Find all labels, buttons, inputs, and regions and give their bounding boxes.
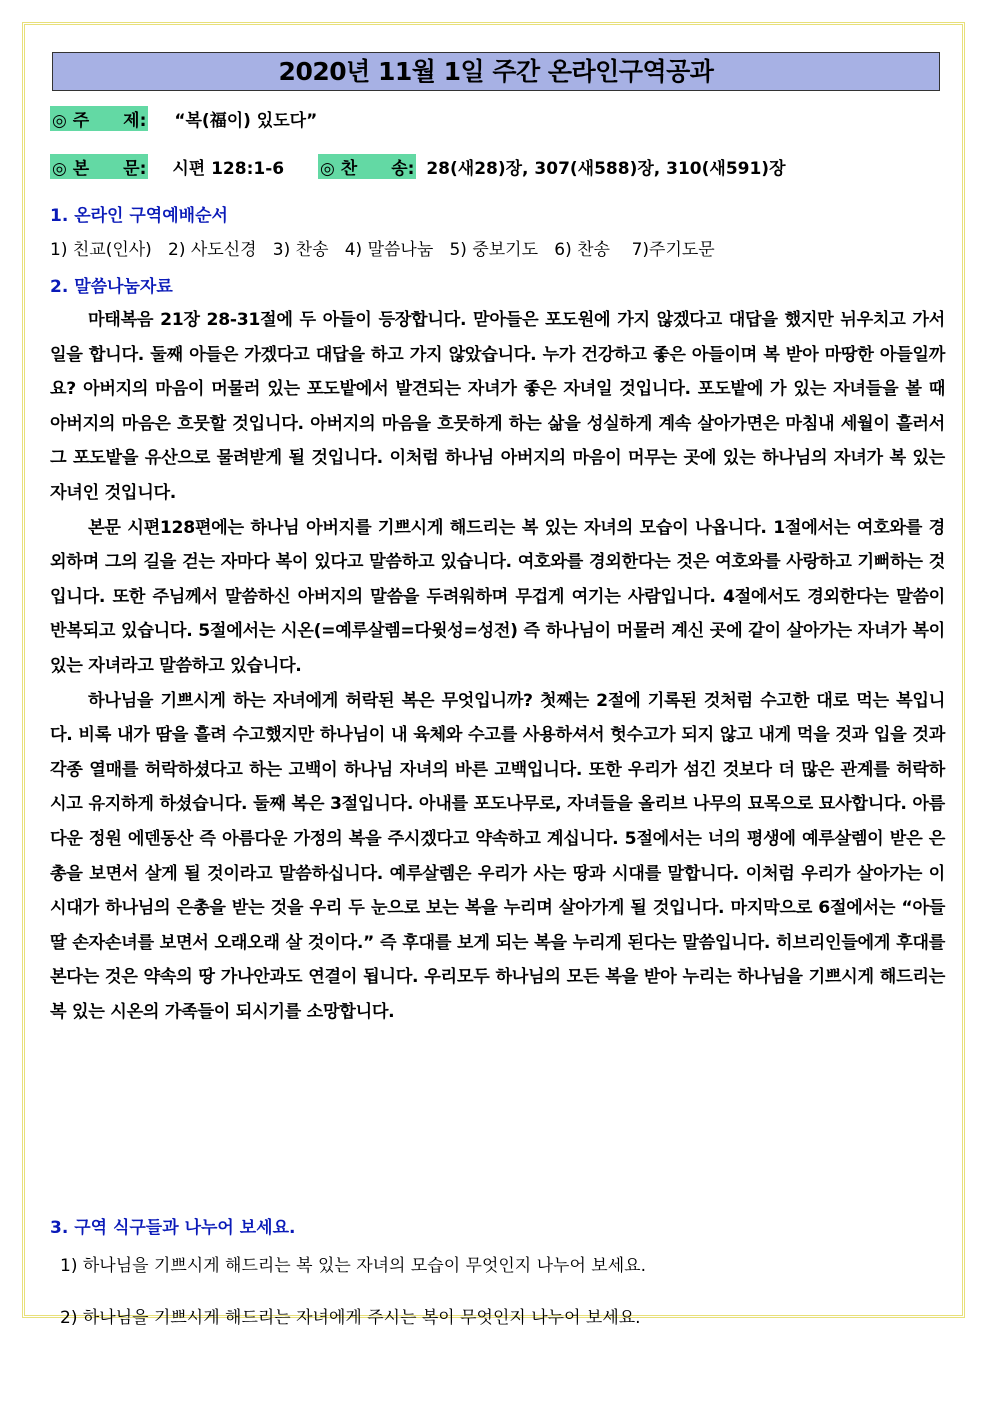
worship-order-item: 5) 중보기도	[449, 240, 539, 260]
scripture-value: 시편 128:1-6	[172, 159, 285, 179]
sermon-text	[50, 303, 945, 1029]
worship-order-list	[50, 235, 715, 260]
scripture-hymn-row	[50, 154, 786, 179]
sermon-paragraph: 하나님을 기쁘시게 하는 자녀에게 허락된 복은 무엇입니까? 첫째는 2절에 기록된 것처럼 수고한 대로 먹는 복입니다. 비록 내가 땀을 흘려 수고했지만 하나님이 내 육체와 수고를 사용하셔서 헛수고가 되지 않고 내게 먹을 것과 입을 것과 각종 열매를 허락하셨다고 하는 고백이 하나님 자녀의 바른 고백입니다. 또한 우리가 섬긴 것보다 더 많은 관계를 허락하시고 유지하게 하셨습니다. 둘째 복은 3절입니다. 아내를 포도나무로, 자녀들을 올리브 나무의 묘목으로 묘사합니다. 아름다운 정원 에덴동산 즉 아름다운 가정의 복을 주시겠다고 약속하고 계십니다. 5절에서는 너의 평생에 예루살렘이 받은 은총을 보면서 살게 될 것이라고 말씀하십니다. 예루살렘은 우리가 사는 땅과 시대를 말합니다. 이처럼 우리가 살아가는 이 시대가 하나님의 은총을 받는 것을 우리 두 눈으로 보는 복을 누리며 살아가게 될 것입니다. 마지막으로 6절에서는 “아들딸 손자손녀를 보면서 오래오래 살 것이다.” 즉 후대를 보게 되는 복을 누리게 된다는 말씀입니다. 히브리인들에게 후대를 본다는 것은 약속의 땅 가나안과도 연결이 됩니다. 우리모두 하나님의 모든 복을 받아 누리는 하나님을 기쁘시게 해드리는 복 있는 시온의 가족들이 되시기를 소망합니다.	[50, 690, 945, 1022]
discussion-question: 2) 하나님을 기쁘시게 해드리는 자녀에게 주시는 복이 무엇인지 나누어 보세요.	[60, 1308, 641, 1328]
section2-heading: 2. 말씀나눔자료	[50, 277, 173, 297]
worship-order-item: 4) 말씀나눔	[344, 240, 434, 260]
worship-order-item: 6) 찬송	[554, 240, 610, 260]
worship-order-item: 7)주기도문	[631, 240, 715, 260]
section1-heading: 1. 온라인 구역예배순서	[50, 206, 228, 226]
scripture-label: ◎ 본 문:	[50, 154, 148, 179]
sermon-paragraph: 본문 시편128편에는 하나님 아버지를 기쁘시게 해드리는 복 있는 자녀의 모습이 나옵니다. 1절에서는 여호와를 경외하며 그의 길을 걷는 자마다 복이 있다고 말씀하고 있습니다. 여호와를 경외한다는 것은 여호와를 사랑하고 기뻐하는 것입니다. 또한 주님께서 말씀하신 아버지의 말씀을 두려워하며 무겁게 여기는 사람입니다. 4절에서도 경외한다는 말씀이 반복되고 있습니다. 5절에서는 시온(=예루살렘=다윗성=성전) 즉 하나님이 머물러 계신 곳에 같이 살아가는 자녀가 복이 있는 자녀라고 말씀하고 있습니다.	[50, 517, 945, 676]
discussion-question: 1) 하나님을 기쁘시게 해드리는 복 있는 자녀의 모습이 무엇인지 나누어 보세요.	[60, 1256, 646, 1276]
worship-order-item: 2) 사도신경	[168, 240, 257, 260]
theme-label: ◎ 주 제:	[50, 106, 148, 131]
page-title: 2020년 11월 1일 주간 온라인구역공과	[52, 52, 940, 91]
theme-value: “복(福이) 있도다”	[174, 111, 318, 131]
theme-row	[50, 106, 317, 131]
worship-order-item: 1) 친교(인사)	[50, 240, 152, 260]
section3-heading: 3. 구역 식구들과 나누어 보세요.	[50, 1218, 296, 1238]
worship-order-item: 3) 찬송	[272, 240, 329, 260]
sermon-paragraph: 마태복음 21장 28-31절에 두 아들이 등장합니다. 맏아들은 포도원에 가지 않겠다고 대답을 했지만 뉘우치고 가서 일을 합니다. 둘째 아들은 가겠다고 대답을 하고 가지 않았습니다. 누가 건강하고 좋은 아들이며 복 받아 마땅한 아들일까요? 아버지의 마음이 머물러 있는 포도밭에서 발견되는 자녀가 좋은 자녀일 것입니다. 포도밭에 가 있는 자녀들을 볼 때 아버지의 마음은 흐뭇할 것입니다. 아버지의 마음을 흐뭇하게 하는 삶을 성실하게 계속 살아가면은 마침내 세월이 흘러서 그 포도밭을 유산으로 물려받게 될 것입니다. 이처럼 하나님 아버지의 마음이 머무는 곳에 있는 하나님의 자녀가 복 있는 자녀인 것입니다.	[50, 310, 945, 503]
hymn-value: 28(새28)장, 307(새588)장, 310(새591)장	[426, 159, 786, 179]
hymn-label: ◎ 찬 송:	[318, 154, 416, 179]
